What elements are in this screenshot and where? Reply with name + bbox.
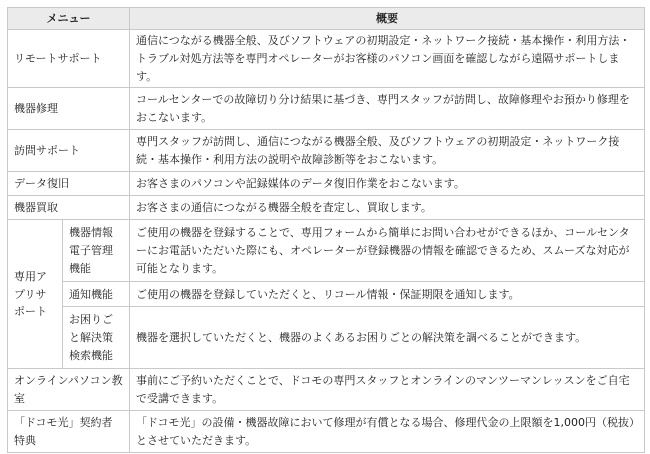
- description-cell: 専門スタッフが訪問し、通信につながる機器全般、及びソフトウェアの初期設定・ネットワーク接続・基本操作・利用方法の説明や故障診断等をおこないます。: [130, 130, 645, 172]
- table-row: [8, 88, 645, 130]
- sub-menu-cell: 機器情報電子管理機能: [63, 220, 130, 282]
- table-row: [8, 172, 645, 196]
- table-row: [8, 282, 645, 307]
- menu-cell: 機器修理: [8, 88, 130, 130]
- table-row: [8, 130, 645, 172]
- menu-cell: 「ドコモ光」契約者特典: [8, 411, 130, 453]
- overview-header: 概要: [130, 8, 645, 30]
- table-row: [8, 369, 645, 411]
- menu-cell: オンラインパソコン教室: [8, 369, 130, 411]
- group-menu-cell: 専用アプリサポート: [8, 220, 63, 369]
- description-cell: ご使用の機器を登録することで、専用フォームから簡単にお問い合わせができるほか、コールセンターにお電話いただいた際にも、オペレーターが登録機器の情報を確認できるため、スムーズな対応が可能となります。: [130, 220, 645, 282]
- menu-header: メニュー: [8, 8, 130, 30]
- menu-cell: リモートサポート: [8, 30, 130, 88]
- table-row: [8, 411, 645, 453]
- table-row: [8, 30, 645, 88]
- table-row: [8, 307, 645, 369]
- description-cell: 事前にご予約いただくことで、ドコモの専門スタッフとオンラインのマンツーマンレッスンをご自宅で受講できます。: [130, 369, 645, 411]
- sub-menu-cell: 通知機能: [63, 282, 130, 307]
- table-row: [8, 220, 645, 282]
- menu-cell: データ復旧: [8, 172, 130, 196]
- description-cell: お客さまのパソコンや記録媒体のデータ復旧作業をおこないます。: [130, 172, 645, 196]
- description-cell: お客さまの通信につながる機器全般を査定し、買取します。: [130, 196, 645, 220]
- description-cell: 「ドコモ光」の設備・機器故障において修理が有償となる場合、修理代金の上限額を1,000円（税抜）とさせていただきます。: [130, 411, 645, 453]
- menu-cell: 訪問サポート: [8, 130, 130, 172]
- description-cell: 機器を選択していただくと、機器のよくあるお困りごとの解決策を調べることができます。: [130, 307, 645, 369]
- table-row: [8, 196, 645, 220]
- service-table: [7, 7, 645, 453]
- description-cell: コールセンターでの故障切り分け結果に基づき、専門スタッフが訪問し、故障修理やお預かり修理をおこないます。: [130, 88, 645, 130]
- description-cell: ご使用の機器を登録していただくと、リコール情報・保証期限を通知します。: [130, 282, 645, 307]
- description-cell: 通信につながる機器全般、及びソフトウェアの初期設定・ネットワーク接続・基本操作・利用方法・トラブル対処方法等を専門オペレーターがお客様のパソコン画面を確認しながら遠隔サポートします。: [130, 30, 645, 88]
- menu-cell: 機器買取: [8, 196, 130, 220]
- sub-menu-cell: お困りごと解決策検索機能: [63, 307, 130, 369]
- header-row: [8, 8, 645, 30]
